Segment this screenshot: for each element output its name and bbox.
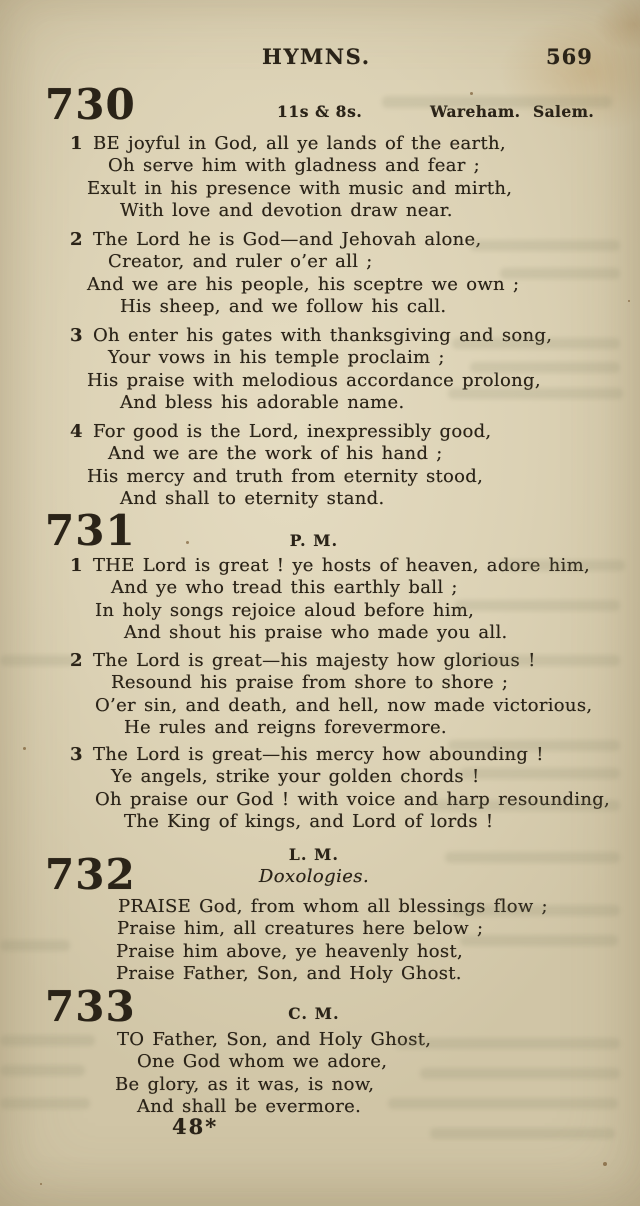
verse-line: His mercy and truth from eternity stood, xyxy=(87,465,484,487)
verse-line: And we are his people, his sceptre we own ; xyxy=(87,273,520,295)
hymn-verse xyxy=(0,555,640,645)
hymn-verse xyxy=(0,133,640,223)
hymn-verse xyxy=(0,896,640,986)
verse-number: 4 xyxy=(70,421,83,442)
verse-line: And shall be evermore. xyxy=(137,1096,362,1118)
hymn-verse xyxy=(0,325,640,415)
verse-number: 2 xyxy=(70,229,83,250)
verse-number: 1 xyxy=(70,133,83,154)
verse-line: The Lord is great—his mercy how abounding ! xyxy=(93,744,544,765)
hymn-subtitle: Doxologies. xyxy=(258,866,370,887)
hymn-meter: L. M. xyxy=(288,845,340,864)
hymn-verse xyxy=(0,650,640,740)
hymn-meter: 11s & 8s. xyxy=(277,102,363,121)
verse-line: And shall to eternity stand. xyxy=(120,488,385,510)
verse-line: And bless his adorable name. xyxy=(120,392,405,414)
hymn-verse xyxy=(0,421,640,511)
hymn-number: 732 xyxy=(45,850,136,899)
hymn-meter: P. M. xyxy=(289,531,339,550)
verse-number: 1 xyxy=(70,555,83,576)
verse-number: 2 xyxy=(70,650,83,671)
verse-line: Oh enter his gates with thanksgiving and song, xyxy=(93,325,553,346)
hymn-meter: C. M. xyxy=(288,1004,340,1023)
verse-line: And shout his praise who made you all. xyxy=(124,622,508,644)
paper-speck xyxy=(603,1162,607,1166)
tune-name: Salem. xyxy=(533,102,595,121)
hymn-number: 730 xyxy=(45,80,136,129)
verse-line: PRAISE God, from whom all blessings flow ; xyxy=(118,896,548,917)
verse-number: 3 xyxy=(70,325,83,346)
page-title: HYMNS. xyxy=(262,44,371,69)
bleedthrough-texture xyxy=(430,1128,615,1139)
verse-line: Ye angels, strike your golden chords ! xyxy=(111,766,480,788)
tune-name: Wareham. xyxy=(430,102,521,121)
verse-line: TO Father, Son, and Holy Ghost, xyxy=(117,1029,432,1050)
verse-line: His praise with melodious accordance prolong, xyxy=(87,369,541,391)
verse-line: And we are the work of his hand ; xyxy=(108,443,443,465)
verse-line: Resound his praise from shore to shore ; xyxy=(111,672,509,694)
verse-line: Exult in his presence with music and mirth, xyxy=(87,177,513,199)
verse-line: Be glory, as it was, is now, xyxy=(115,1073,375,1095)
verse-line: Praise Father, Son, and Holy Ghost. xyxy=(116,963,462,985)
verse-line: For good is the Lord, inexpressibly good, xyxy=(93,421,492,442)
verse-line: One God whom we adore, xyxy=(137,1051,388,1073)
verse-line: O’er sin, and death, and hell, now made victorious, xyxy=(95,694,593,716)
verse-line: Creator, and ruler o’er all ; xyxy=(108,251,373,273)
paper-speck xyxy=(470,92,473,95)
verse-line: With love and devotion draw near. xyxy=(120,200,453,222)
hymn-number: 733 xyxy=(45,982,136,1031)
verse-line: BE joyful in God, all ye lands of the earth, xyxy=(93,133,506,154)
verse-line: Praise him, all creatures here below ; xyxy=(117,918,484,940)
verse-line: The King of kings, and Lord of lords ! xyxy=(124,811,494,833)
paper-speck xyxy=(40,1183,42,1185)
verse-line: He rules and reigns forevermore. xyxy=(124,717,447,739)
verse-line: The Lord is great—his majesty how glorious ! xyxy=(93,650,536,671)
verse-line: And ye who tread this earthly ball ; xyxy=(111,577,458,599)
page-number: 569 xyxy=(546,44,593,69)
verse-line: Praise him above, ye heavenly host, xyxy=(116,940,464,962)
verse-line: Your vows in his temple proclaim ; xyxy=(108,347,445,369)
hymn-verse xyxy=(0,229,640,319)
verse-line: Oh praise our God ! with voice and harp resounding, xyxy=(95,788,611,810)
verse-line: THE Lord is great ! ye hosts of heaven, adore him, xyxy=(93,555,591,576)
verse-number: 3 xyxy=(70,744,83,765)
verse-line: His sheep, and we follow his call. xyxy=(120,296,447,318)
verse-line: The Lord he is God—and Jehovah alone, xyxy=(93,229,482,250)
hymn-verse xyxy=(0,1029,640,1119)
verse-line: Oh serve him with gladness and fear ; xyxy=(108,155,481,177)
hymn-number: 731 xyxy=(45,506,136,555)
signature-mark: 48* xyxy=(172,1114,219,1139)
verse-line: In holy songs rejoice aloud before him, xyxy=(95,599,475,621)
hymn-verse xyxy=(0,744,640,834)
